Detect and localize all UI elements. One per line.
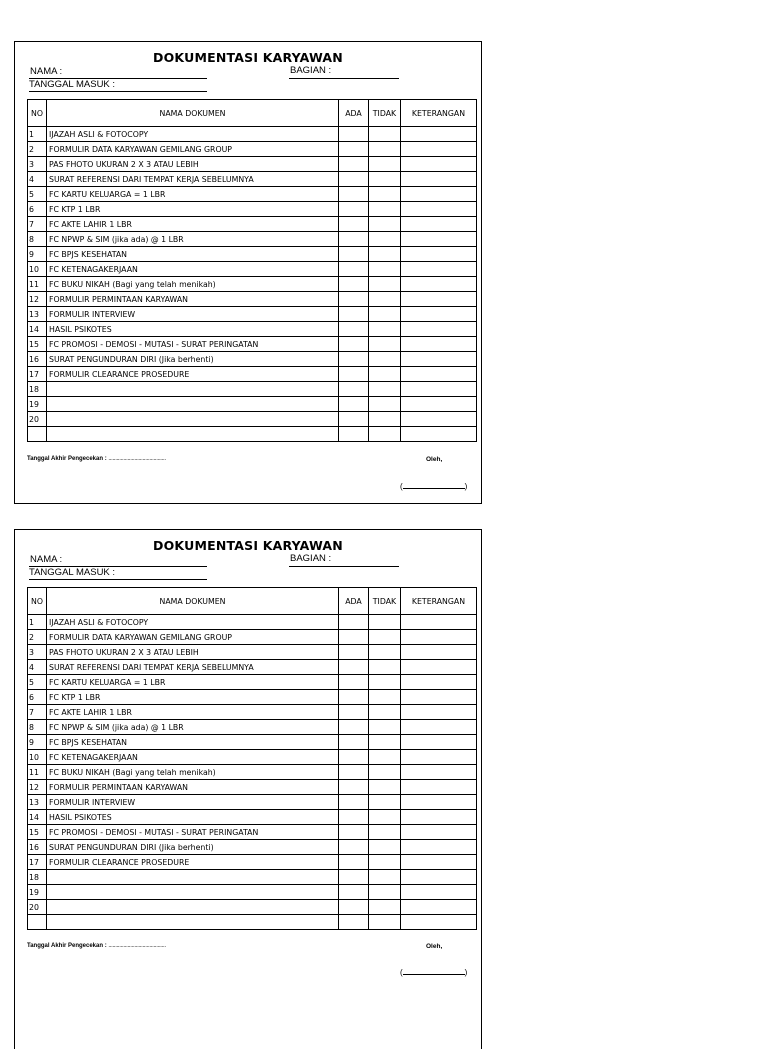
cell-keterangan[interactable] bbox=[401, 412, 477, 427]
cell-nama-dokumen: FORMULIR CLEARANCE PROSEDURE bbox=[47, 367, 339, 382]
cell-ada[interactable] bbox=[339, 187, 369, 202]
cell-nama-dokumen: FC BUKU NIKAH (Bagi yang telah menikah) bbox=[47, 765, 339, 780]
cell-ada[interactable] bbox=[339, 870, 369, 885]
cell-keterangan[interactable] bbox=[401, 675, 477, 690]
cell-tidak[interactable] bbox=[369, 262, 401, 277]
table-row bbox=[28, 427, 477, 442]
table-row bbox=[28, 232, 477, 247]
cell-nama-dokumen: FC AKTE LAHIR 1 LBR bbox=[47, 705, 339, 720]
cell-tidak[interactable] bbox=[369, 810, 401, 825]
table-row bbox=[28, 915, 477, 930]
cell-tidak[interactable] bbox=[369, 307, 401, 322]
cell-no: 15 bbox=[28, 337, 47, 352]
col-header-tidak: TIDAK bbox=[369, 588, 401, 615]
cell-keterangan[interactable] bbox=[401, 735, 477, 750]
sign-open-paren: ( bbox=[400, 482, 403, 491]
cell-ada[interactable] bbox=[339, 247, 369, 262]
cell-keterangan[interactable] bbox=[401, 645, 477, 660]
cell-nama-dokumen: PAS FHOTO UKURAN 2 X 3 ATAU LEBIH bbox=[47, 157, 339, 172]
cell-tidak[interactable] bbox=[369, 382, 401, 397]
cell-ada[interactable] bbox=[339, 157, 369, 172]
cell-ada[interactable] bbox=[339, 615, 369, 630]
cell-no bbox=[28, 915, 47, 930]
cell-tidak[interactable] bbox=[369, 157, 401, 172]
cell-tidak[interactable] bbox=[369, 765, 401, 780]
table-row bbox=[28, 780, 477, 795]
col-header-keterangan: KETERANGAN bbox=[401, 588, 477, 615]
cell-ada[interactable] bbox=[339, 322, 369, 337]
bagian-label: BAGIAN : bbox=[290, 65, 332, 76]
form-title: DOKUMENTASI KARYAWAN bbox=[153, 50, 343, 65]
cell-ada[interactable] bbox=[339, 412, 369, 427]
cell-no: 19 bbox=[28, 885, 47, 900]
cell-no: 10 bbox=[28, 750, 47, 765]
col-header-no: NO bbox=[28, 588, 47, 615]
cell-nama-dokumen: FC KARTU KELUARGA = 1 LBR bbox=[47, 187, 339, 202]
cell-keterangan[interactable] bbox=[401, 885, 477, 900]
cell-keterangan[interactable] bbox=[401, 262, 477, 277]
cell-no: 3 bbox=[28, 157, 47, 172]
table-header-row bbox=[28, 100, 477, 127]
cell-ada[interactable] bbox=[339, 630, 369, 645]
footer-label: Tanggal Akhir Pengecekan : bbox=[27, 456, 107, 462]
cell-tidak[interactable] bbox=[369, 825, 401, 840]
cell-ada[interactable] bbox=[339, 277, 369, 292]
cell-ada[interactable] bbox=[339, 780, 369, 795]
table-row bbox=[28, 900, 477, 915]
cell-keterangan[interactable] bbox=[401, 187, 477, 202]
cell-nama-dokumen: FC KETENAGAKERJAAN bbox=[47, 750, 339, 765]
cell-nama-dokumen: IJAZAH ASLI & FOTOCOPY bbox=[47, 615, 339, 630]
cell-tidak[interactable] bbox=[369, 397, 401, 412]
cell-keterangan[interactable] bbox=[401, 142, 477, 157]
signature-line bbox=[400, 481, 467, 491]
cell-no bbox=[28, 427, 47, 442]
cell-ada[interactable] bbox=[339, 690, 369, 705]
cell-keterangan[interactable] bbox=[401, 615, 477, 630]
cell-nama-dokumen: PAS FHOTO UKURAN 2 X 3 ATAU LEBIH bbox=[47, 645, 339, 660]
cell-tidak[interactable] bbox=[369, 735, 401, 750]
cell-keterangan[interactable] bbox=[401, 900, 477, 915]
cell-tidak[interactable] bbox=[369, 915, 401, 930]
cell-tidak[interactable] bbox=[369, 750, 401, 765]
cell-tidak[interactable] bbox=[369, 322, 401, 337]
cell-ada[interactable] bbox=[339, 705, 369, 720]
table-row bbox=[28, 885, 477, 900]
cell-no: 1 bbox=[28, 127, 47, 142]
cell-nama-dokumen: FC PROMOSI - DEMOSI - MUTASI - SURAT PERINGATAN bbox=[47, 825, 339, 840]
cell-keterangan[interactable] bbox=[401, 750, 477, 765]
table-row bbox=[28, 157, 477, 172]
table-row bbox=[28, 352, 477, 367]
cell-tidak[interactable] bbox=[369, 780, 401, 795]
cell-keterangan[interactable] bbox=[401, 337, 477, 352]
cell-no: 20 bbox=[28, 412, 47, 427]
cell-tidak[interactable] bbox=[369, 720, 401, 735]
table-row bbox=[28, 247, 477, 262]
cell-no: 19 bbox=[28, 397, 47, 412]
cell-ada[interactable] bbox=[339, 337, 369, 352]
signature-line bbox=[400, 967, 467, 977]
cell-nama-dokumen bbox=[47, 397, 339, 412]
cell-tidak[interactable] bbox=[369, 232, 401, 247]
cell-tidak[interactable] bbox=[369, 870, 401, 885]
table-row bbox=[28, 322, 477, 337]
table-row bbox=[28, 735, 477, 750]
cell-no: 9 bbox=[28, 247, 47, 262]
footer-dots: .......................................... bbox=[108, 943, 166, 949]
cell-tidak[interactable] bbox=[369, 172, 401, 187]
cell-tidak[interactable] bbox=[369, 202, 401, 217]
table-row bbox=[28, 307, 477, 322]
cell-nama-dokumen: FC KTP 1 LBR bbox=[47, 202, 339, 217]
cell-no: 9 bbox=[28, 735, 47, 750]
cell-keterangan[interactable] bbox=[401, 795, 477, 810]
cell-keterangan[interactable] bbox=[401, 217, 477, 232]
cell-ada[interactable] bbox=[339, 367, 369, 382]
table-row bbox=[28, 142, 477, 157]
cell-no: 7 bbox=[28, 705, 47, 720]
cell-no: 14 bbox=[28, 322, 47, 337]
sign-blank bbox=[403, 967, 465, 975]
cell-tidak[interactable] bbox=[369, 187, 401, 202]
table-row bbox=[28, 337, 477, 352]
cell-tidak[interactable] bbox=[369, 795, 401, 810]
cell-tidak[interactable] bbox=[369, 367, 401, 382]
table-row bbox=[28, 397, 477, 412]
table-row bbox=[28, 660, 477, 675]
cell-no: 7 bbox=[28, 217, 47, 232]
table-row bbox=[28, 187, 477, 202]
cell-keterangan[interactable] bbox=[401, 825, 477, 840]
cell-tidak[interactable] bbox=[369, 427, 401, 442]
col-header-tidak: TIDAK bbox=[369, 100, 401, 127]
cell-nama-dokumen: FC KETENAGAKERJAAN bbox=[47, 262, 339, 277]
cell-ada[interactable] bbox=[339, 142, 369, 157]
cell-no: 16 bbox=[28, 840, 47, 855]
cell-tidak[interactable] bbox=[369, 352, 401, 367]
table-row bbox=[28, 840, 477, 855]
table-row bbox=[28, 262, 477, 277]
cell-keterangan[interactable] bbox=[401, 352, 477, 367]
cell-keterangan[interactable] bbox=[401, 127, 477, 142]
cell-tidak[interactable] bbox=[369, 690, 401, 705]
cell-ada[interactable] bbox=[339, 750, 369, 765]
cell-keterangan[interactable] bbox=[401, 720, 477, 735]
cell-nama-dokumen: FC NPWP & SIM (jika ada) @ 1 LBR bbox=[47, 232, 339, 247]
cell-tidak[interactable] bbox=[369, 127, 401, 142]
cell-no: 17 bbox=[28, 367, 47, 382]
cell-nama-dokumen: FORMULIR DATA KARYAWAN GEMILANG GROUP bbox=[47, 142, 339, 157]
cell-nama-dokumen: FC BPJS KESEHATAN bbox=[47, 247, 339, 262]
cell-ada[interactable] bbox=[339, 900, 369, 915]
cell-ada[interactable] bbox=[339, 292, 369, 307]
cell-nama-dokumen bbox=[47, 915, 339, 930]
cell-no: 11 bbox=[28, 277, 47, 292]
cell-keterangan[interactable] bbox=[401, 427, 477, 442]
cell-ada[interactable] bbox=[339, 825, 369, 840]
cell-no: 6 bbox=[28, 202, 47, 217]
table-row bbox=[28, 855, 477, 870]
cell-tidak[interactable] bbox=[369, 630, 401, 645]
cell-ada[interactable] bbox=[339, 427, 369, 442]
cell-no: 4 bbox=[28, 660, 47, 675]
cell-keterangan[interactable] bbox=[401, 232, 477, 247]
cell-nama-dokumen: IJAZAH ASLI & FOTOCOPY bbox=[47, 127, 339, 142]
cell-keterangan[interactable] bbox=[401, 765, 477, 780]
table-row bbox=[28, 217, 477, 232]
cell-tidak[interactable] bbox=[369, 292, 401, 307]
cell-tidak[interactable] bbox=[369, 142, 401, 157]
table-row bbox=[28, 690, 477, 705]
document-table bbox=[27, 587, 477, 930]
table-row bbox=[28, 202, 477, 217]
cell-ada[interactable] bbox=[339, 232, 369, 247]
cell-keterangan[interactable] bbox=[401, 705, 477, 720]
cell-tidak[interactable] bbox=[369, 277, 401, 292]
cell-tidak[interactable] bbox=[369, 247, 401, 262]
nama-label: NAMA : bbox=[30, 66, 63, 77]
oleh-label: Oleh, bbox=[426, 456, 443, 463]
cell-nama-dokumen: SURAT REFERENSI DARI TEMPAT KERJA SEBELUMNYA bbox=[47, 172, 339, 187]
cell-no: 6 bbox=[28, 690, 47, 705]
cell-ada[interactable] bbox=[339, 915, 369, 930]
cell-ada[interactable] bbox=[339, 202, 369, 217]
cell-nama-dokumen: FORMULIR CLEARANCE PROSEDURE bbox=[47, 855, 339, 870]
cell-ada[interactable] bbox=[339, 172, 369, 187]
footer-dots: .......................................... bbox=[108, 456, 166, 462]
cell-no: 3 bbox=[28, 645, 47, 660]
cell-ada[interactable] bbox=[339, 840, 369, 855]
form-panel-top bbox=[14, 41, 482, 504]
sign-close-paren: ) bbox=[464, 482, 468, 491]
table-row bbox=[28, 645, 477, 660]
cell-keterangan[interactable] bbox=[401, 277, 477, 292]
cell-nama-dokumen: FC KTP 1 LBR bbox=[47, 690, 339, 705]
cell-nama-dokumen bbox=[47, 382, 339, 397]
cell-no: 8 bbox=[28, 720, 47, 735]
cell-ada[interactable] bbox=[339, 307, 369, 322]
cell-nama-dokumen bbox=[47, 885, 339, 900]
cell-tidak[interactable] bbox=[369, 615, 401, 630]
cell-keterangan[interactable] bbox=[401, 810, 477, 825]
oleh-label: Oleh, bbox=[426, 943, 443, 950]
tanggal-underline bbox=[29, 91, 207, 92]
cell-nama-dokumen: SURAT REFERENSI DARI TEMPAT KERJA SEBELUMNYA bbox=[47, 660, 339, 675]
cell-no: 2 bbox=[28, 142, 47, 157]
cell-tidak[interactable] bbox=[369, 645, 401, 660]
cell-no: 13 bbox=[28, 307, 47, 322]
cell-ada[interactable] bbox=[339, 720, 369, 735]
cell-ada[interactable] bbox=[339, 660, 369, 675]
cell-ada[interactable] bbox=[339, 885, 369, 900]
cell-nama-dokumen: SURAT PENGUNDURAN DIRI (Jika berhenti) bbox=[47, 840, 339, 855]
cell-no: 4 bbox=[28, 172, 47, 187]
cell-keterangan[interactable] bbox=[401, 690, 477, 705]
cell-keterangan[interactable] bbox=[401, 157, 477, 172]
cell-keterangan[interactable] bbox=[401, 870, 477, 885]
table-row bbox=[28, 127, 477, 142]
cell-keterangan[interactable] bbox=[401, 382, 477, 397]
cell-nama-dokumen: FC NPWP & SIM (jika ada) @ 1 LBR bbox=[47, 720, 339, 735]
cell-no: 14 bbox=[28, 810, 47, 825]
col-header-no: NO bbox=[28, 100, 47, 127]
cell-tidak[interactable] bbox=[369, 705, 401, 720]
footer-tanggal-akhir bbox=[27, 943, 166, 949]
cell-ada[interactable] bbox=[339, 675, 369, 690]
cell-no: 18 bbox=[28, 870, 47, 885]
cell-keterangan[interactable] bbox=[401, 172, 477, 187]
cell-tidak[interactable] bbox=[369, 675, 401, 690]
table-row bbox=[28, 630, 477, 645]
cell-tidak[interactable] bbox=[369, 217, 401, 232]
sign-open-paren: ( bbox=[400, 968, 403, 977]
cell-keterangan[interactable] bbox=[401, 307, 477, 322]
cell-ada[interactable] bbox=[339, 810, 369, 825]
cell-ada[interactable] bbox=[339, 397, 369, 412]
tanggal-masuk-label: TANGGAL MASUK : bbox=[29, 79, 116, 90]
cell-ada[interactable] bbox=[339, 262, 369, 277]
cell-nama-dokumen: FORMULIR PERMINTAAN KARYAWAN bbox=[47, 780, 339, 795]
cell-keterangan[interactable] bbox=[401, 367, 477, 382]
col-header-nama-dokumen: NAMA DOKUMEN bbox=[47, 100, 339, 127]
cell-no: 5 bbox=[28, 675, 47, 690]
cell-nama-dokumen: HASIL PSIKOTES bbox=[47, 322, 339, 337]
table-row bbox=[28, 382, 477, 397]
cell-keterangan[interactable] bbox=[401, 660, 477, 675]
cell-tidak[interactable] bbox=[369, 885, 401, 900]
table-row bbox=[28, 292, 477, 307]
cell-tidak[interactable] bbox=[369, 900, 401, 915]
cell-nama-dokumen: FORMULIR DATA KARYAWAN GEMILANG GROUP bbox=[47, 630, 339, 645]
cell-nama-dokumen bbox=[47, 427, 339, 442]
cell-nama-dokumen bbox=[47, 412, 339, 427]
footer-label: Tanggal Akhir Pengecekan : bbox=[27, 943, 107, 949]
cell-no: 12 bbox=[28, 292, 47, 307]
cell-no: 2 bbox=[28, 630, 47, 645]
bagian-underline bbox=[289, 78, 399, 79]
table-row bbox=[28, 720, 477, 735]
table-row bbox=[28, 367, 477, 382]
cell-no: 15 bbox=[28, 825, 47, 840]
cell-tidak[interactable] bbox=[369, 855, 401, 870]
cell-keterangan[interactable] bbox=[401, 397, 477, 412]
table-row bbox=[28, 825, 477, 840]
cell-no: 1 bbox=[28, 615, 47, 630]
table-row bbox=[28, 810, 477, 825]
cell-no: 10 bbox=[28, 262, 47, 277]
cell-nama-dokumen bbox=[47, 900, 339, 915]
cell-ada[interactable] bbox=[339, 217, 369, 232]
col-header-ada: ADA bbox=[339, 100, 369, 127]
cell-nama-dokumen: HASIL PSIKOTES bbox=[47, 810, 339, 825]
col-header-keterangan: KETERANGAN bbox=[401, 100, 477, 127]
table-row bbox=[28, 705, 477, 720]
table-row bbox=[28, 277, 477, 292]
cell-no: 16 bbox=[28, 352, 47, 367]
table-row bbox=[28, 615, 477, 630]
cell-keterangan[interactable] bbox=[401, 247, 477, 262]
cell-nama-dokumen: SURAT PENGUNDURAN DIRI (Jika berhenti) bbox=[47, 352, 339, 367]
cell-tidak[interactable] bbox=[369, 660, 401, 675]
nama-label: NAMA : bbox=[30, 554, 63, 565]
table-row bbox=[28, 675, 477, 690]
form-panel-bottom bbox=[14, 529, 482, 1049]
tanggal-masuk-label: TANGGAL MASUK : bbox=[29, 567, 116, 578]
cell-no: 20 bbox=[28, 900, 47, 915]
cell-ada[interactable] bbox=[339, 855, 369, 870]
cell-keterangan[interactable] bbox=[401, 915, 477, 930]
cell-keterangan[interactable] bbox=[401, 840, 477, 855]
table-row bbox=[28, 412, 477, 427]
cell-tidak[interactable] bbox=[369, 412, 401, 427]
tanggal-underline bbox=[29, 579, 207, 580]
cell-ada[interactable] bbox=[339, 382, 369, 397]
cell-no: 12 bbox=[28, 780, 47, 795]
cell-ada[interactable] bbox=[339, 645, 369, 660]
cell-tidak[interactable] bbox=[369, 840, 401, 855]
cell-keterangan[interactable] bbox=[401, 855, 477, 870]
cell-ada[interactable] bbox=[339, 795, 369, 810]
cell-no: 11 bbox=[28, 765, 47, 780]
cell-no: 13 bbox=[28, 795, 47, 810]
sign-blank bbox=[403, 481, 465, 489]
cell-no: 5 bbox=[28, 187, 47, 202]
sign-close-paren: ) bbox=[464, 968, 468, 977]
table-header-row bbox=[28, 588, 477, 615]
col-header-nama-dokumen: NAMA DOKUMEN bbox=[47, 588, 339, 615]
cell-nama-dokumen: FORMULIR INTERVIEW bbox=[47, 795, 339, 810]
cell-nama-dokumen: FORMULIR INTERVIEW bbox=[47, 307, 339, 322]
bagian-underline bbox=[289, 566, 399, 567]
table-row bbox=[28, 765, 477, 780]
cell-nama-dokumen: FC PROMOSI - DEMOSI - MUTASI - SURAT PERINGATAN bbox=[47, 337, 339, 352]
cell-no: 18 bbox=[28, 382, 47, 397]
cell-keterangan[interactable] bbox=[401, 292, 477, 307]
cell-nama-dokumen: FC KARTU KELUARGA = 1 LBR bbox=[47, 675, 339, 690]
cell-keterangan[interactable] bbox=[401, 780, 477, 795]
cell-nama-dokumen bbox=[47, 870, 339, 885]
bagian-label: BAGIAN : bbox=[290, 553, 332, 564]
cell-nama-dokumen: FC BUKU NIKAH (Bagi yang telah menikah) bbox=[47, 277, 339, 292]
cell-nama-dokumen: FC AKTE LAHIR 1 LBR bbox=[47, 217, 339, 232]
form-title: DOKUMENTASI KARYAWAN bbox=[153, 538, 343, 553]
table-row bbox=[28, 795, 477, 810]
cell-keterangan[interactable] bbox=[401, 202, 477, 217]
cell-no: 8 bbox=[28, 232, 47, 247]
cell-ada[interactable] bbox=[339, 735, 369, 750]
cell-tidak[interactable] bbox=[369, 337, 401, 352]
table-row bbox=[28, 870, 477, 885]
table-row bbox=[28, 750, 477, 765]
cell-ada[interactable] bbox=[339, 765, 369, 780]
document-table bbox=[27, 99, 477, 442]
col-header-ada: ADA bbox=[339, 588, 369, 615]
cell-no: 17 bbox=[28, 855, 47, 870]
cell-keterangan[interactable] bbox=[401, 630, 477, 645]
footer-tanggal-akhir bbox=[27, 456, 166, 462]
cell-nama-dokumen: FC BPJS KESEHATAN bbox=[47, 735, 339, 750]
table-row bbox=[28, 172, 477, 187]
cell-nama-dokumen: FORMULIR PERMINTAAN KARYAWAN bbox=[47, 292, 339, 307]
cell-keterangan[interactable] bbox=[401, 322, 477, 337]
cell-ada[interactable] bbox=[339, 352, 369, 367]
cell-ada[interactable] bbox=[339, 127, 369, 142]
